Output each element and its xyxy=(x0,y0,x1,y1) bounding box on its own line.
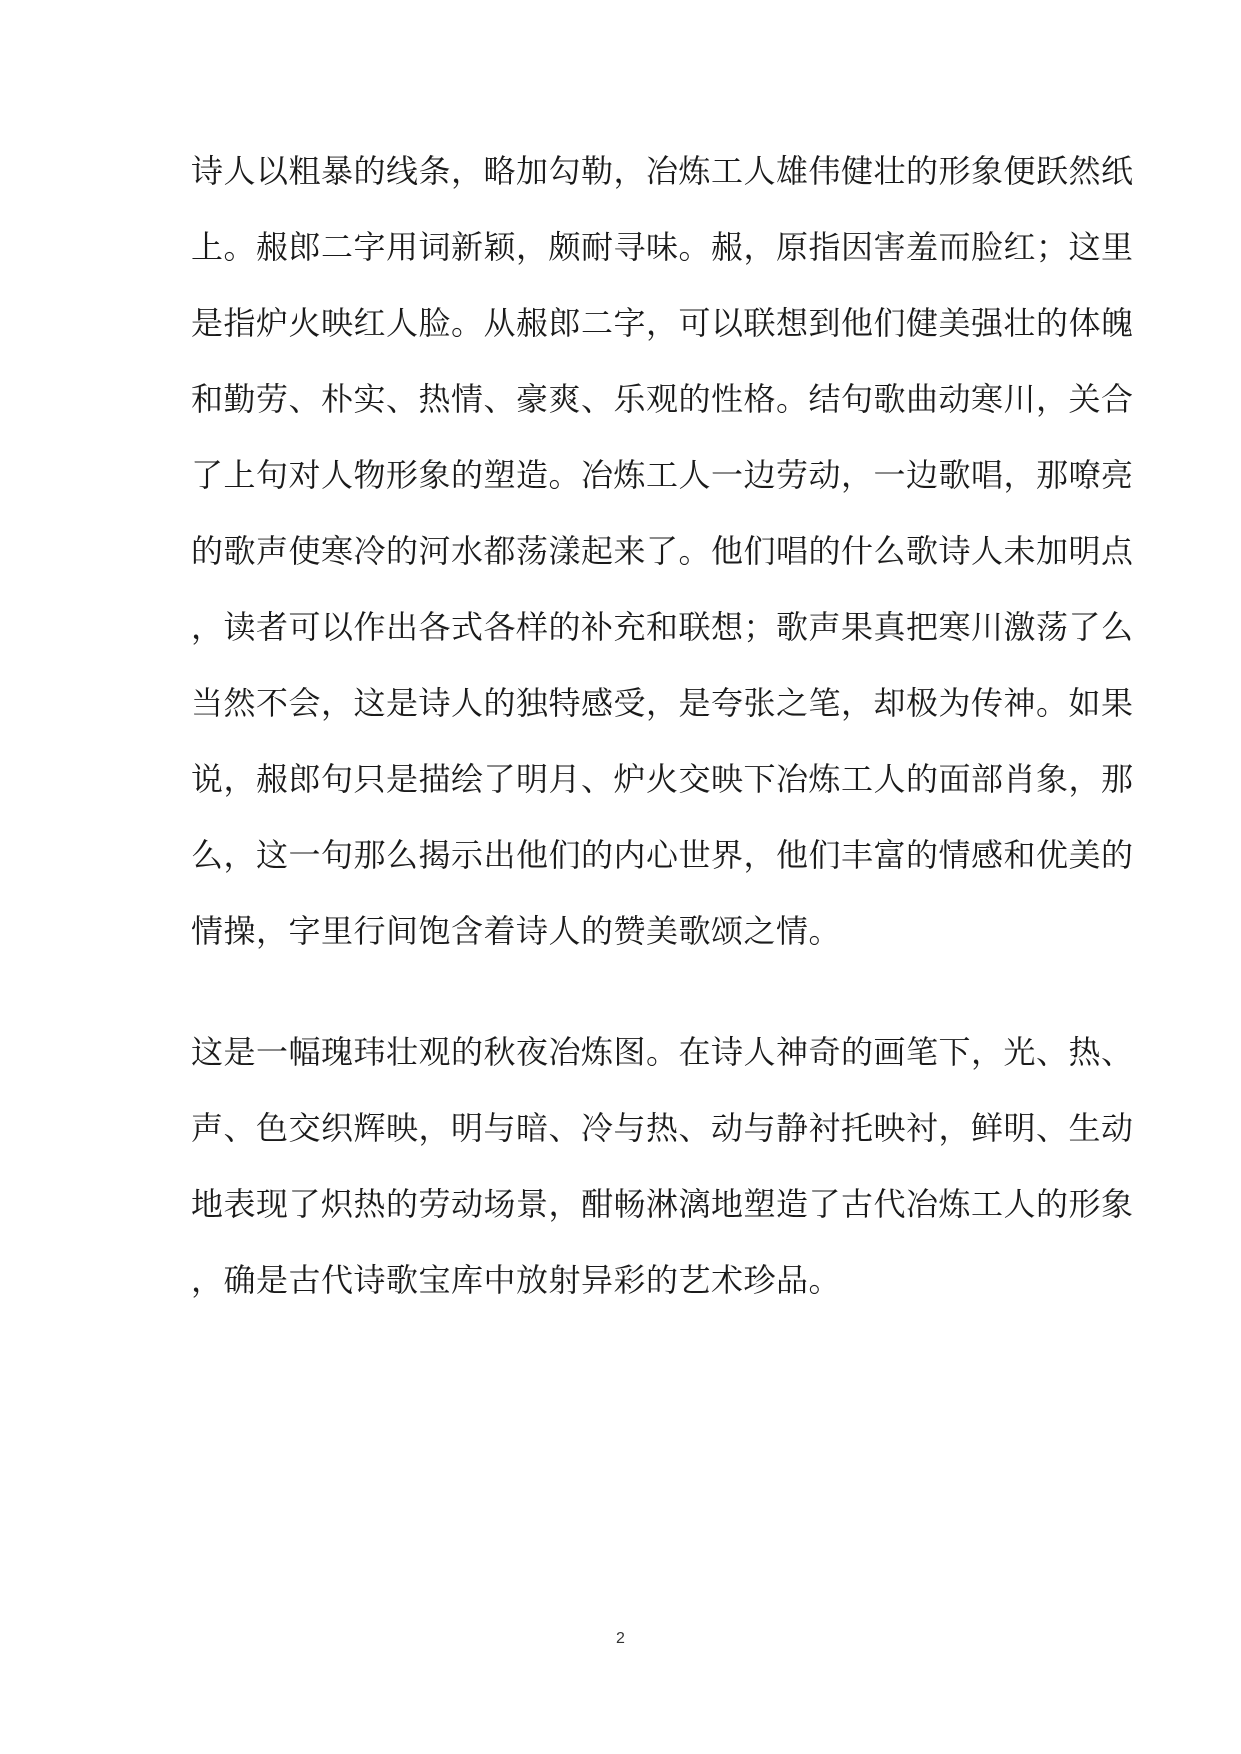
paragraph-line: 地表现了炽热的劳动场景，酣畅淋漓地塑造了古代冶炼工人的形象 xyxy=(191,1185,1134,1223)
paragraph-line: 么，这一句那么揭示出他们的内心世界，他们丰富的情感和优美的 xyxy=(191,836,1134,874)
paragraph-line: 的歌声使寒冷的河水都荡漾起来了。他们唱的什么歌诗人未加明点 xyxy=(191,532,1134,570)
paragraph-line: 和勤劳、朴实、热情、豪爽、乐观的性格。结句歌曲动寒川，关合 xyxy=(191,380,1134,418)
paragraph-2 xyxy=(191,1014,1134,1318)
paragraph-line: ，确是古代诗歌宝库中放射异彩的艺术珍品。 xyxy=(191,1261,842,1299)
paragraph-1 xyxy=(191,133,1134,969)
paragraph-line: 声、色交织辉映，明与暗、冷与热、动与静衬托映衬，鲜明、生动 xyxy=(191,1109,1134,1147)
page-number: 2 xyxy=(616,1630,625,1647)
paragraph-line: 诗人以粗暴的线条，略加勾勒，冶炼工人雄伟健壮的形象便跃然纸 xyxy=(191,152,1134,190)
paragraph-line: 了上句对人物形象的塑造。冶炼工人一边劳动，一边歌唱，那嘹亮 xyxy=(191,456,1134,494)
paragraph-line: 是指炉火映红人脸。从赧郎二字，可以联想到他们健美强壮的体魄 xyxy=(191,304,1134,342)
paragraph-line: 这是一幅瑰玮壮观的秋夜冶炼图。在诗人神奇的画笔下，光、热、 xyxy=(191,1033,1134,1071)
paragraph-line: 情操，字里行间饱含着诗人的赞美歌颂之情。 xyxy=(191,912,842,950)
paragraph-line: ，读者可以作出各式各样的补充和联想；歌声果真把寒川激荡了么 xyxy=(191,608,1134,646)
paragraph-line: 当然不会，这是诗人的独特感受，是夸张之笔，却极为传神。如果 xyxy=(191,684,1134,722)
paragraph-line: 上。赧郎二字用词新颖，颇耐寻味。赧，原指因害羞而脸红；这里 xyxy=(191,228,1134,266)
paragraph-line: 说，赧郎句只是描绘了明月、炉火交映下冶炼工人的面部肖象，那 xyxy=(191,760,1134,798)
